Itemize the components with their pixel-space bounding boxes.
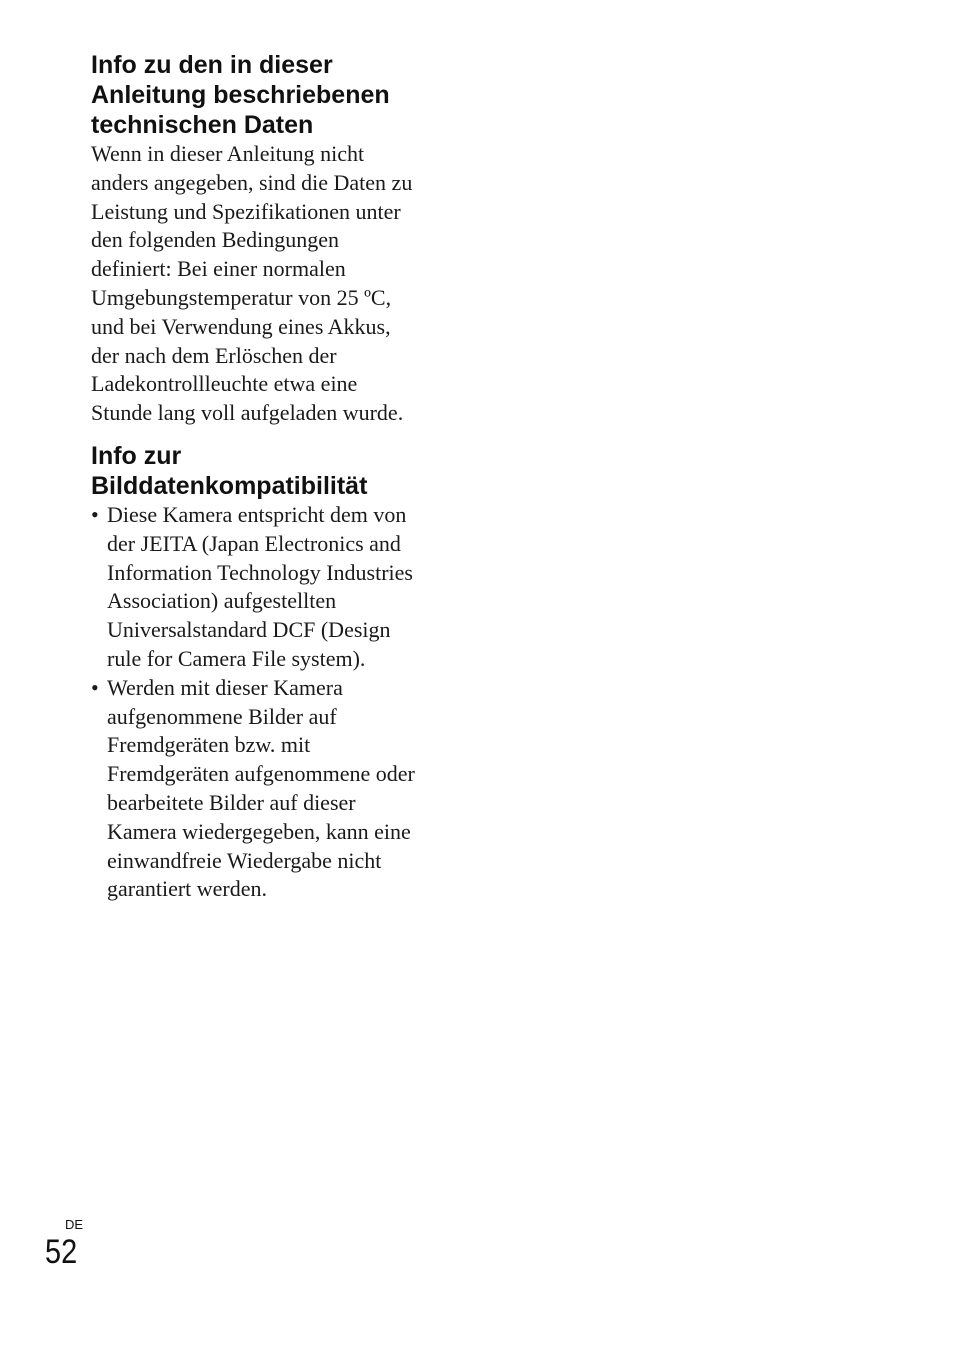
section-heading: Info zur Bilddatenkompatibilität [91,441,368,500]
list-item-text: Werden mit dieser Kamera aufgenommene Bilder auf Fremdgeräten bzw. mit Fremdgeräten aufgenommene oder bearbeitete Bilder auf dieser Kamera wiedergegeben, kann eine einwandfreie Wiedergabe nicht garantiert werden. [107,674,415,902]
list-item-text: Diese Kamera entspricht dem von der JEITA (Japan Electronics and Information Technology Industries Association) aufgestellten Universalstandard DCF (Design rule for Camera File system). [107,501,413,671]
content-column [91,50,451,904]
bullet-icon: • [91,674,99,700]
section-heading: Info zu den in dieser Anleitung beschriebenen technischen Daten [91,51,390,139]
language-code: DE [65,1217,84,1232]
list-item [91,674,451,904]
section-image-compatibility [91,441,451,904]
bullet-list [91,501,451,904]
section-paragraph: Wenn in dieser Anleitung nicht anders angegeben, sind die Daten zu Leistung und Spezifikationen unter den folgenden Bedingungen definiert: Bei einer normalen Umgebungstemperatur von 25 ºC, und bei Verwendung eines Akkus, der nach dem Erlöschen der Ladekontrollleuchte etwa eine Stunde lang voll aufgeladen wurde. [91,141,413,426]
page-number: 52 [45,1233,78,1271]
list-item [91,501,451,674]
bullet-icon: • [91,501,99,527]
section-technical-data [91,50,451,428]
